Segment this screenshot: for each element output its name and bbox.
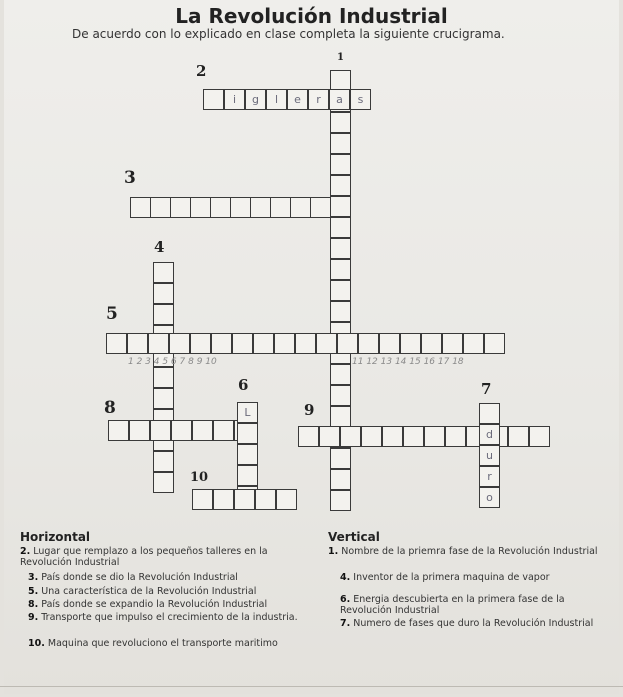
cell-v1-5[interactable] (330, 154, 351, 175)
cell-h8-3[interactable] (150, 420, 171, 441)
cell-h9-4[interactable] (361, 426, 382, 447)
pencil-count-marks-left: 1 2 3 4 5 6 7 8 9 10 (128, 357, 217, 367)
cell-v1-7[interactable] (330, 196, 351, 217)
cell-v1-16[interactable] (330, 385, 351, 406)
page-instructions: De acuerdo con lo explicado en clase completa la siguiente crucigrama. (72, 27, 505, 41)
cell-h3-5[interactable] (210, 197, 231, 218)
cell-v6-3[interactable] (237, 444, 258, 465)
cell-h5-13[interactable] (358, 333, 379, 354)
cell-h3-8[interactable] (270, 197, 291, 218)
cell-h3-9[interactable] (290, 197, 311, 218)
cell-v4-1[interactable] (153, 262, 174, 283)
cell-v4-3[interactable] (153, 304, 174, 325)
cell-h10-2[interactable] (213, 489, 234, 510)
cell-h9-12[interactable] (529, 426, 550, 447)
clue-vertical-1-text: Nombre de la priemra fase de la Revolución Industrial (341, 546, 598, 557)
cell-v7-3[interactable]: u (479, 445, 500, 466)
cell-h8-6[interactable] (213, 420, 234, 441)
clue-horizontal-8-text: País donde se expandio la Revolución Industrial (41, 599, 268, 610)
cell-v4-2[interactable] (153, 283, 174, 304)
page-title: La Revolución Industrial (175, 4, 448, 28)
cell-h8-5[interactable] (192, 420, 213, 441)
clue-horizontal-2 (20, 546, 320, 568)
clue-horizontal-9 (28, 612, 308, 623)
cell-v1-19[interactable] (330, 448, 351, 469)
clue-vertical-6-number: 6. (340, 594, 351, 605)
clue-number-9: 9 (304, 401, 315, 419)
cell-h9-5[interactable] (382, 426, 403, 447)
cell-v1-3[interactable] (330, 112, 351, 133)
cell-v1-1[interactable] (330, 70, 351, 91)
cell-h10-1[interactable] (192, 489, 213, 510)
cell-h2-6[interactable]: r (308, 89, 329, 110)
pencil-count-marks-right: 11 12 13 14 15 16 17 18 (352, 357, 464, 367)
cell-h2-4[interactable]: l (266, 89, 287, 110)
cell-v1-6[interactable] (330, 175, 351, 196)
cell-v1-10[interactable] (330, 259, 351, 280)
cell-v1-15[interactable] (330, 364, 351, 385)
clue-vertical-6 (340, 594, 613, 616)
horizontal-clues-heading: Horizontal (20, 530, 91, 544)
cell-h5-1[interactable] (106, 333, 127, 354)
cell-v7-4[interactable]: r (479, 466, 500, 487)
cell-h10-3[interactable] (234, 489, 255, 510)
clue-horizontal-5-text: Una característica de la Revolución Industrial (41, 586, 257, 597)
cell-h2-5[interactable]: e (287, 89, 308, 110)
cell-h5-7[interactable] (232, 333, 253, 354)
cell-v4-11[interactable] (153, 472, 174, 493)
clue-horizontal-3-text: País donde se dio la Revolución Industrial (41, 572, 238, 583)
cell-h5-10[interactable] (295, 333, 316, 354)
cell-v6-4[interactable] (237, 465, 258, 486)
cell-v4-10[interactable] (153, 451, 174, 472)
clue-horizontal-8-number: 8. (28, 599, 39, 610)
cell-v7-2[interactable]: d (479, 424, 500, 445)
cell-h5-9[interactable] (274, 333, 295, 354)
cell-h5-4[interactable] (169, 333, 190, 354)
cell-v7-1[interactable] (479, 403, 500, 424)
clue-vertical-7-number: 7. (340, 618, 351, 629)
cell-v1-12[interactable] (330, 301, 351, 322)
page-edge-divider (0, 686, 623, 687)
cell-h3-7[interactable] (250, 197, 271, 218)
cell-h10-5[interactable] (276, 489, 297, 510)
clue-horizontal-9-number: 9. (28, 612, 39, 623)
clue-horizontal-10 (28, 638, 278, 649)
cell-v1-4[interactable] (330, 133, 351, 154)
cell-v1-9[interactable] (330, 238, 351, 259)
cell-h5-11[interactable] (316, 333, 337, 354)
cell-v1-8[interactable] (330, 217, 351, 238)
cell-v7-5[interactable]: o (479, 487, 500, 508)
cell-h5-5[interactable] (190, 333, 211, 354)
cell-v4-6[interactable] (153, 367, 174, 388)
clue-horizontal-5-number: 5. (28, 586, 39, 597)
clue-number-7: 7 (481, 380, 492, 398)
clue-vertical-1 (328, 546, 613, 557)
cell-h5-16[interactable] (421, 333, 442, 354)
cell-h5-6[interactable] (211, 333, 232, 354)
cell-h5-2[interactable] (127, 333, 148, 354)
clue-vertical-6-text: Energia descubierta en la primera fase de la Revolución Industrial (340, 594, 565, 616)
clue-horizontal-10-number: 10. (28, 638, 45, 649)
clue-vertical-7-text: Numero de fases que duro la Revolución Industrial (353, 618, 594, 629)
cell-h5-12[interactable] (337, 333, 358, 354)
clue-horizontal-3-number: 3. (28, 572, 39, 583)
cell-h9-2[interactable] (319, 426, 340, 447)
clue-horizontal-8 (28, 599, 320, 610)
cell-h3-2[interactable] (150, 197, 171, 218)
cell-h5-19[interactable] (484, 333, 505, 354)
clue-vertical-4-number: 4. (340, 572, 351, 583)
clue-horizontal-9-text: Transporte que impulso el crecimiento de la industria. (41, 612, 298, 623)
cell-v1-11[interactable] (330, 280, 351, 301)
cell-h3-1[interactable] (130, 197, 151, 218)
cell-h5-3[interactable] (148, 333, 169, 354)
cell-v1-21[interactable] (330, 490, 351, 511)
clue-horizontal-2-text: Lugar que remplazo a los pequeños talleres en la Revolución Industrial (20, 546, 268, 568)
cell-h2-3[interactable]: g (245, 89, 266, 110)
clue-horizontal-3 (28, 572, 318, 583)
cell-h10-4[interactable] (255, 489, 276, 510)
cell-h8-2[interactable] (129, 420, 150, 441)
cell-v6-2[interactable] (237, 423, 258, 444)
cell-h3-4[interactable] (190, 197, 211, 218)
cell-h2-2[interactable]: i (224, 89, 245, 110)
cell-v6-1[interactable]: L (237, 402, 258, 423)
clue-vertical-1-number: 1. (328, 546, 339, 557)
cell-h3-6[interactable] (230, 197, 251, 218)
cell-h9-7[interactable] (424, 426, 445, 447)
cell-h5-18[interactable] (463, 333, 484, 354)
clue-number-4: 4 (154, 238, 165, 256)
cell-h9-8[interactable] (445, 426, 466, 447)
clue-number-8: 8 (104, 398, 116, 418)
cell-v1-17[interactable] (330, 406, 351, 427)
vertical-clues-heading: Vertical (328, 530, 380, 544)
clue-vertical-4 (340, 572, 613, 583)
clue-horizontal-10-text: Maquina que revoluciono el transporte maritimo (47, 638, 278, 649)
cell-h9-11[interactable] (508, 426, 529, 447)
clue-horizontal-5 (28, 586, 318, 597)
clue-horizontal-2-number: 2. (20, 546, 31, 557)
cell-h9-1[interactable] (298, 426, 319, 447)
cell-h5-15[interactable] (400, 333, 421, 354)
clue-number-5: 5 (106, 304, 118, 324)
clue-number-2: 2 (196, 62, 207, 80)
clue-number-6: 6 (238, 376, 249, 394)
cell-h2-7[interactable]: a (329, 89, 350, 110)
cell-h8-1[interactable] (108, 420, 129, 441)
clue-number-3: 3 (124, 168, 136, 188)
cell-h9-3[interactable] (340, 426, 361, 447)
cell-h2-8[interactable]: s (350, 89, 371, 110)
cell-h8-4[interactable] (171, 420, 192, 441)
clue-vertical-7 (340, 618, 613, 629)
cell-h3-10[interactable] (310, 197, 331, 218)
cell-h3-3[interactable] (170, 197, 191, 218)
cell-h9-6[interactable] (403, 426, 424, 447)
cell-h5-14[interactable] (379, 333, 400, 354)
cell-v4-7[interactable] (153, 388, 174, 409)
cell-h5-8[interactable] (253, 333, 274, 354)
cell-h5-17[interactable] (442, 333, 463, 354)
clue-vertical-4-text: Inventor de la primera maquina de vapor (353, 572, 550, 583)
cell-h2-1[interactable] (203, 89, 224, 110)
cell-v1-20[interactable] (330, 469, 351, 490)
clue-number-10: 10 (190, 470, 209, 485)
clue-number-1: 1 (337, 52, 344, 63)
